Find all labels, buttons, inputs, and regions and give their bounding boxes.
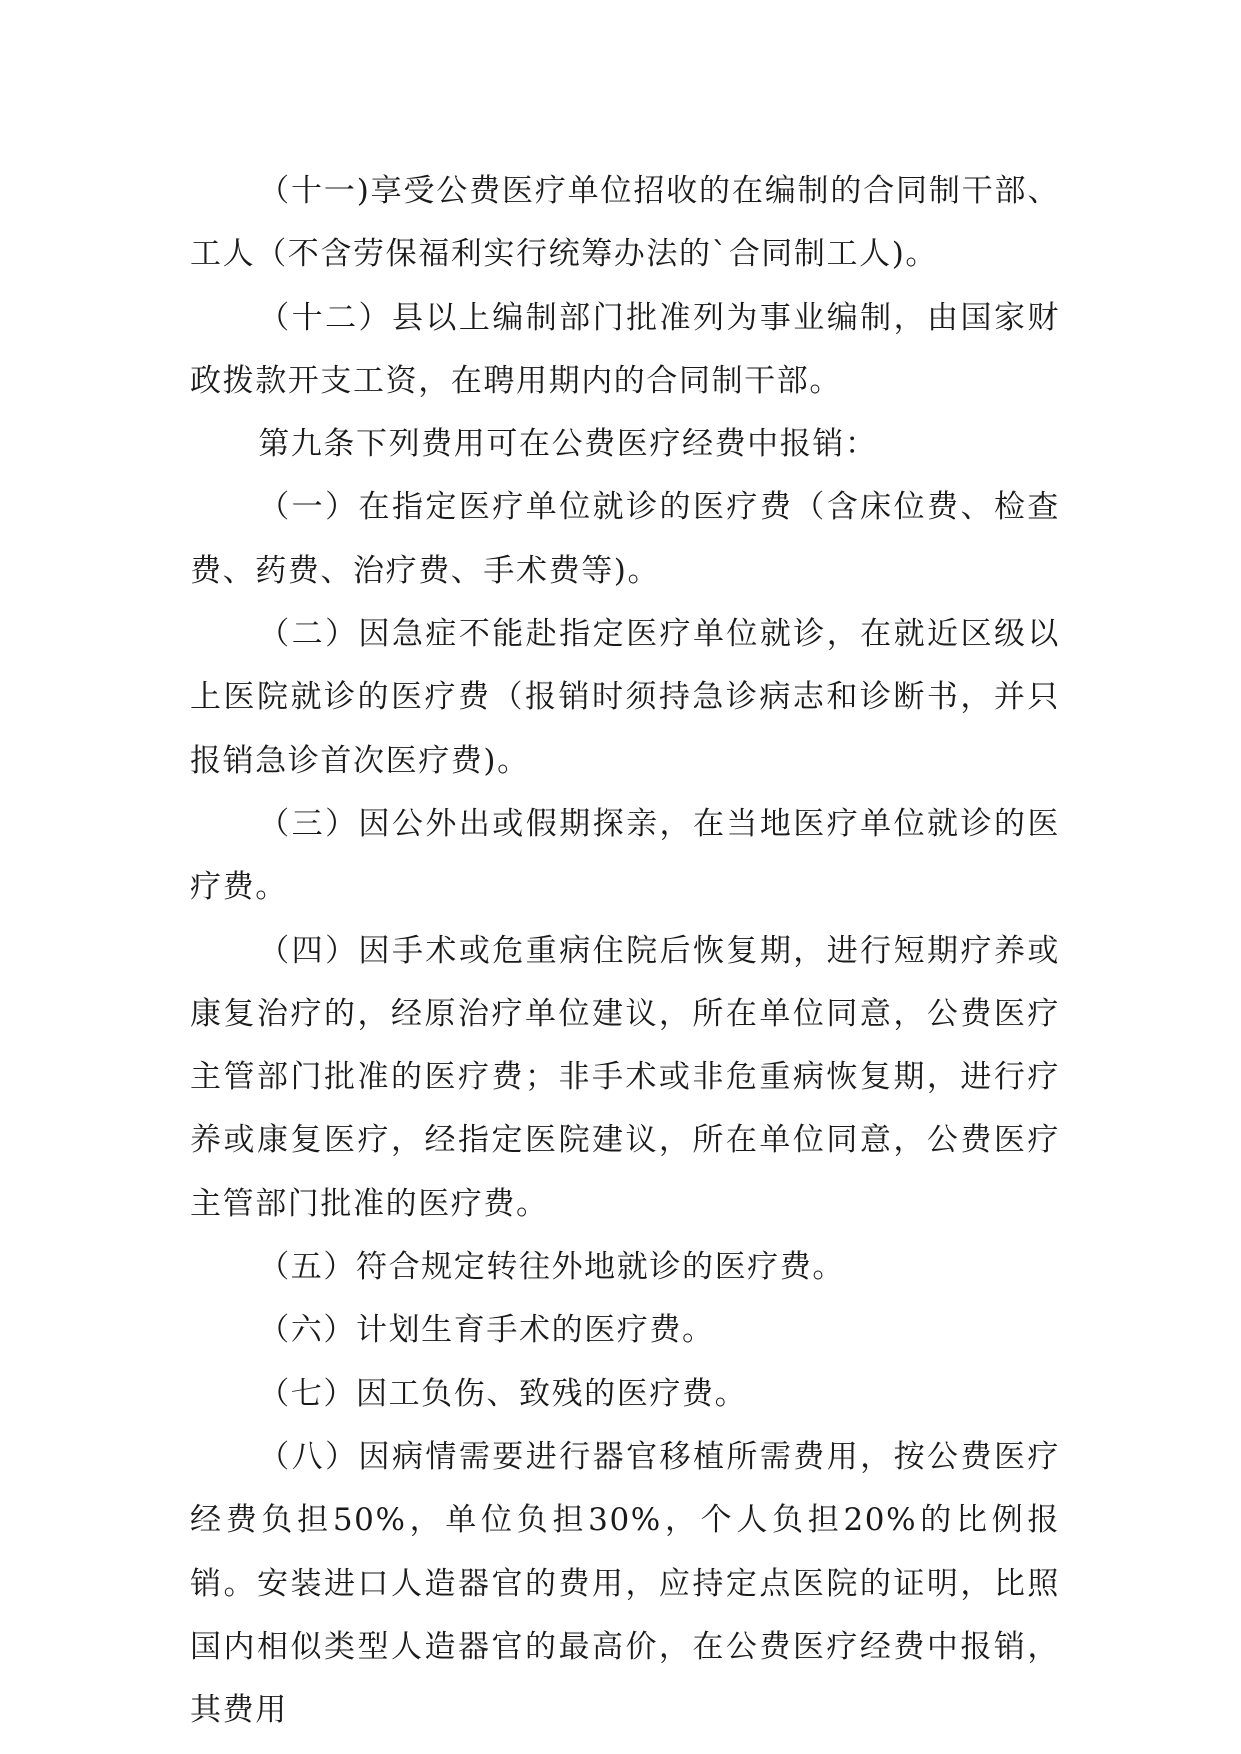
paragraph-item-7: （七）因工负伤、致残的医疗费。 xyxy=(258,1375,748,1412)
paragraph-item-12: （十二）县以上编制部门批准列为事业编制，由国家财政拨款开支工资，在聘用期内的合同制干部。 xyxy=(190,299,1060,399)
document-body xyxy=(190,160,1060,1742)
paragraph-item-6: （六）计划生育手术的医疗费。 xyxy=(258,1312,715,1349)
paragraph-article-9: 第九条下列费用可在公费医疗经费中报销： xyxy=(258,426,878,463)
paragraph-item-1: （一）在指定医疗单位就诊的医疗费（含床位费、检查费、药费、治疗费、手术费等)。 xyxy=(190,489,1060,589)
paragraph-item-8: （八）因病情需要进行器官移植所需费用，按公费医疗经费负担50%，单位负担30%，个人负担20%的比例报销。安装进口人造器官的费用，应持定点医院的证明，比照国内相似类型人造器官的最高价，在公费医疗经费中报销，其费用 xyxy=(190,1438,1060,1729)
paragraph-item-2: （二）因急症不能赴指定医疗单位就诊，在就近区级以上医院就诊的医疗费（报销时须持急诊病志和诊断书，并只报销急诊首次医疗费)。 xyxy=(190,616,1060,779)
paragraph-item-4: （四）因手术或危重病住院后恢复期，进行短期疗养或康复治疗的，经原治疗单位建议，所在单位同意，公费医疗主管部门批准的医疗费；非手术或非危重病恢复期，进行疗养或康复医疗，经指定医院建议，所在单位同意，公费医疗主管部门批准的医疗费。 xyxy=(190,932,1060,1222)
paragraph-item-3: （三）因公外出或假期探亲，在当地医疗单位就诊的医疗费。 xyxy=(190,805,1060,906)
paragraph-item-11: （十一)享受公费医疗单位招收的在编制的合同制干部、工人（不含劳保福利实行统筹办法的`合同制工人)。 xyxy=(190,173,1060,273)
paragraph-item-5: （五）符合规定转往外地就诊的医疗费。 xyxy=(258,1249,845,1286)
